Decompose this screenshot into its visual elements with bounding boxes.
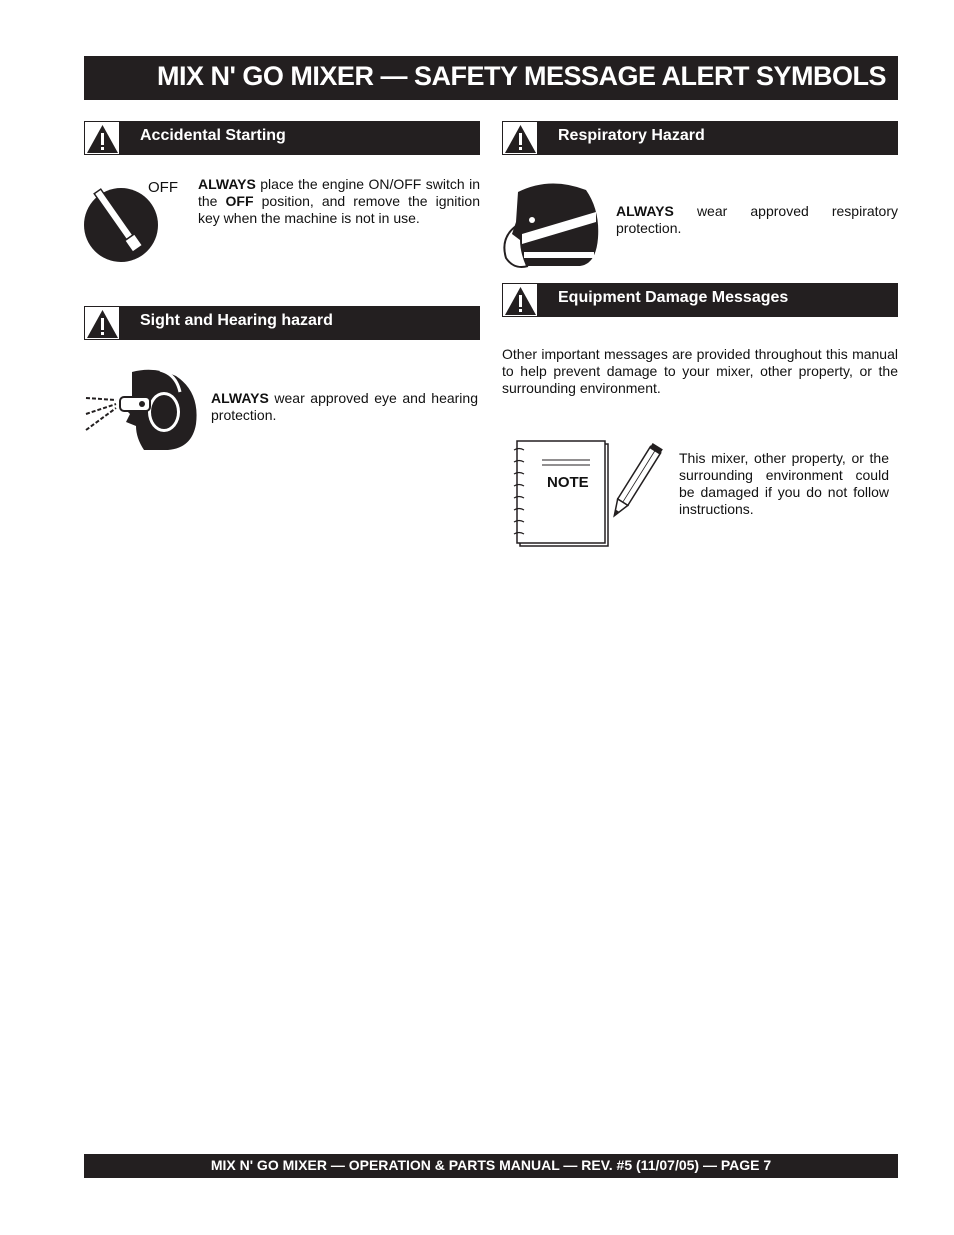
pencil-icon [608, 438, 664, 524]
emphasis: ALWAYS [198, 176, 256, 192]
section-heading: Equipment Damage Messages [558, 289, 789, 306]
section-header-equipment-damage [502, 283, 898, 317]
section-header-respiratory [502, 121, 898, 155]
emphasis: ALWAYS [616, 203, 674, 219]
section-heading: Sight and Hearing hazard [140, 312, 333, 329]
notebook-note-icon [512, 440, 612, 550]
note-label: NOTE [547, 474, 589, 491]
emphasis: ALWAYS [211, 390, 269, 406]
warning-triangle-icon [502, 121, 538, 155]
section-header-sight-hearing [84, 306, 480, 340]
respiratory-text [616, 203, 898, 237]
page-title: MIX N' GO MIXER — SAFETY MESSAGE ALERT SYMBOLS [157, 61, 886, 91]
ignition-off-icon [84, 178, 184, 264]
page-title-bar [84, 56, 898, 100]
warning-triangle-icon [84, 306, 120, 340]
note-text: This mixer, other property, or the surrounding environment could be damaged if you do not follow instructions. [679, 450, 889, 517]
footer-text: MIX N' GO MIXER — OPERATION & PARTS MANUAL — REV. #5 (11/07/05) — PAGE 7 [210, 1157, 772, 1173]
accidental-starting-text [198, 176, 480, 227]
text: place the engine ON/OFF switch in the [198, 176, 480, 209]
off-label: OFF [148, 179, 178, 196]
section-heading: Accidental Starting [140, 127, 286, 144]
section-heading: Respiratory Hazard [558, 127, 705, 144]
text: position, and remove the ignition key when the machine is not in use. [198, 193, 480, 226]
eye-ear-protection-icon [84, 368, 202, 452]
text: wear approved eye and hearing protection. [211, 390, 478, 423]
warning-triangle-icon [502, 283, 538, 317]
footer-bar [84, 1154, 898, 1178]
warning-triangle-icon [84, 121, 120, 155]
respirator-icon [500, 182, 604, 270]
text: wear approved respiratory protection. [616, 203, 898, 236]
sight-hearing-text [211, 390, 478, 424]
emphasis: OFF [225, 193, 254, 209]
equipment-damage-intro: Other important messages are provided throughout this manual to help prevent damage to your mixer, other property, or the surrounding environment. [502, 346, 898, 396]
section-header-accidental-starting [84, 121, 480, 155]
